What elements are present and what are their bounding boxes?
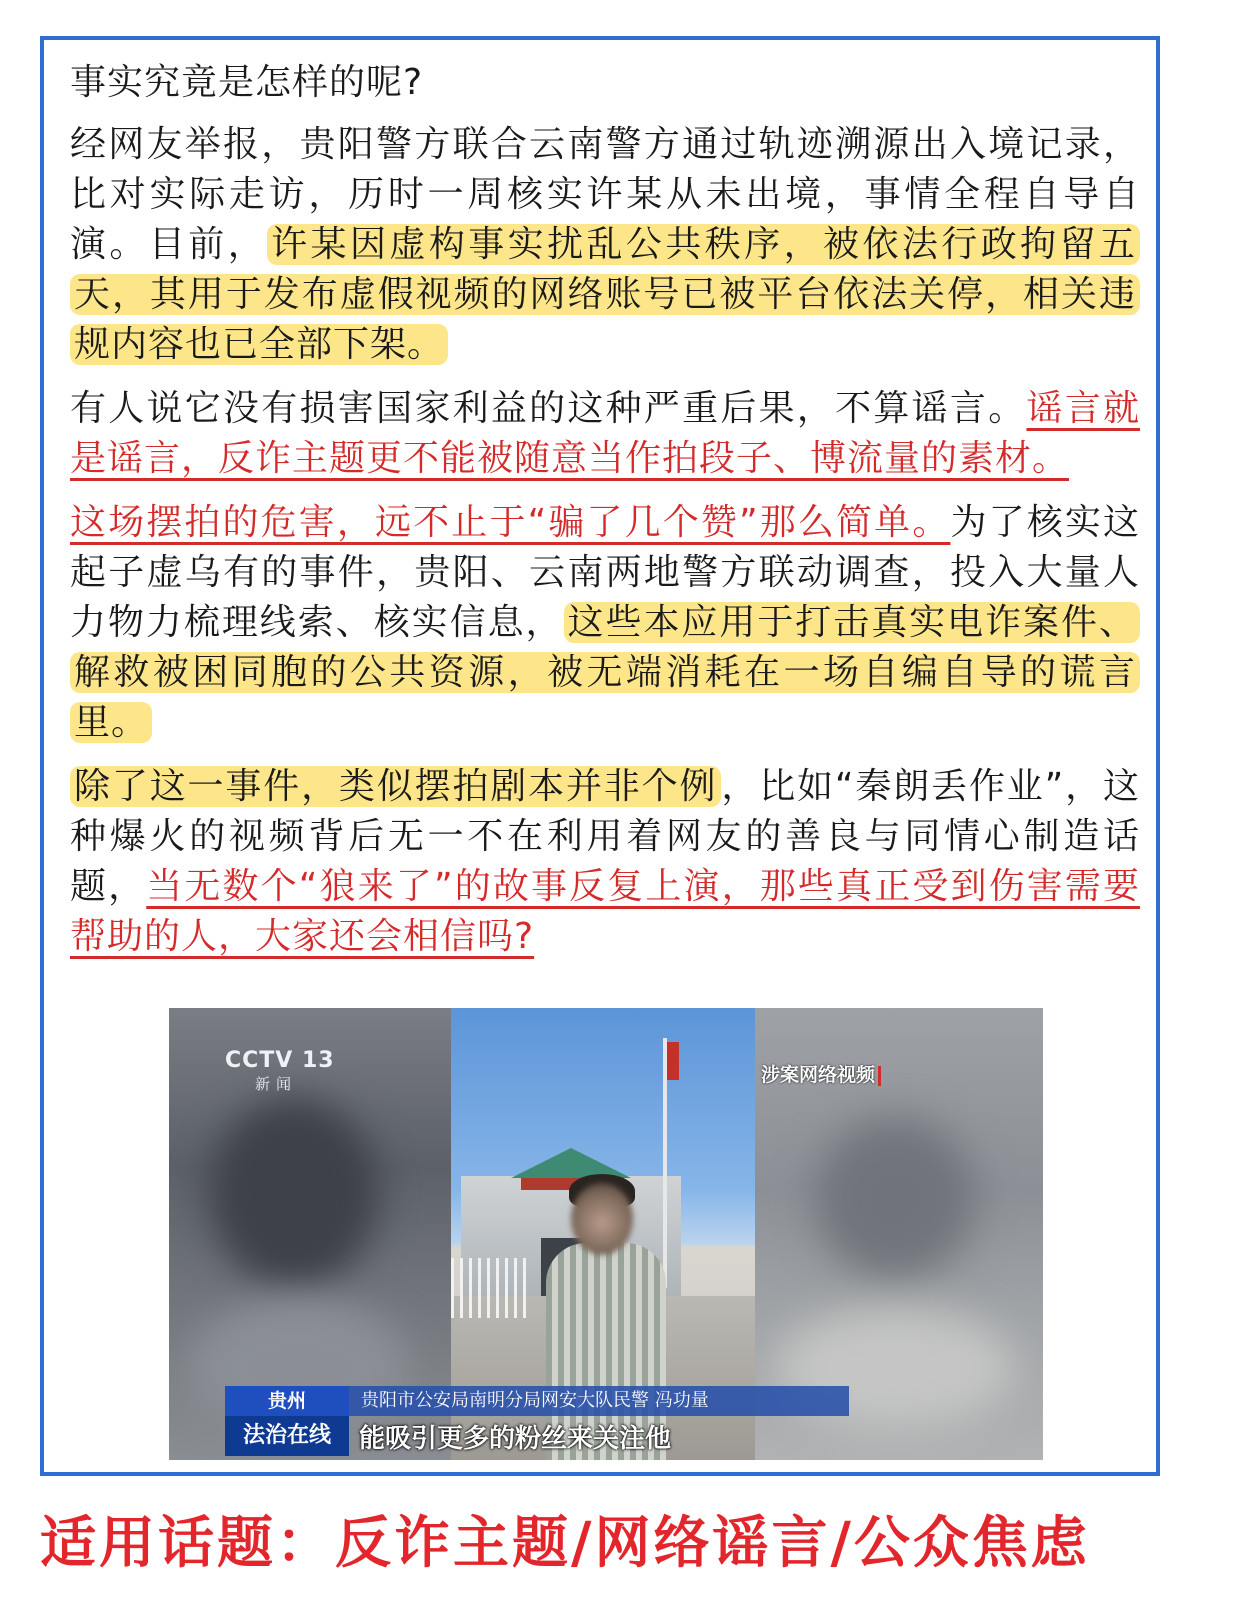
speaker-credit: 贵阳市公安局南明分局网安大队民警 冯功量 (349, 1386, 849, 1416)
text-segment: 为了核实这起子虚乌有的事件，贵阳、云南两地警方联动调查，投入大量人力物力梳理线索、核实信息， (70, 502, 1140, 643)
text-segment: 经网友举报，贵阳警方联合云南警方通过轨迹溯源出入境记录，比对实际走访，历时一周核实许某从未出境，事情全程自导自演。目前， (70, 124, 1140, 265)
highlighted-text: 除了这一事件，类似摆拍剧本并非个例 (70, 766, 721, 807)
paragraph-question (70, 58, 1140, 108)
paragraph-other-cases (70, 762, 1140, 962)
red-underlined-text: 谣言就是谣言，反诈主题更不能被随意当作拍段子、博流量的素材。 (70, 388, 1140, 479)
red-underlined-text: 当无数个“狼来了”的故事反复上演，那些真正受到伤害需要帮助的人，大家还会相信吗? (70, 866, 1140, 957)
text-segment: ，比如“秦朗丢作业”，这种爆火的视频背后无一不在利用着网友的善良与同情心制造话题， (70, 766, 1140, 907)
location-label: 贵州 (225, 1386, 349, 1416)
channel-sub: 新闻 (255, 1075, 298, 1093)
video-tag (761, 1060, 881, 1087)
highlighted-text: 这些本应用于打击真实电诈案件、解救被困同胞的公共资源，被无端消耗在一场自编自导的谎言里。 (70, 602, 1140, 743)
red-underlined-text: 这场摆拍的危害，远不止于“骗了几个赞”那么简单。 (70, 502, 951, 543)
cctv-logo (225, 1048, 335, 1094)
paragraph-rumor (70, 384, 1140, 484)
news-video-still[interactable] (169, 1008, 1043, 1460)
program-name: 法治在线 (225, 1416, 349, 1456)
text-segment: 有人说它没有损害国家利益的这种严重后果，不算谣言。 (70, 388, 1027, 429)
channel-logo: CCTV 13 (225, 1048, 335, 1073)
subtitle-caption: 能吸引更多的粉丝来关注他 (359, 1424, 672, 1454)
paragraph-harm (70, 498, 1140, 748)
building-roof (511, 1148, 631, 1178)
fence (451, 1258, 531, 1318)
tag-bar-icon (878, 1066, 881, 1086)
tag-label: 涉案网络视频 (760, 1064, 875, 1086)
blurred-face (571, 1183, 633, 1255)
topic-footer: 适用话题：反诈主题/网络谣言/公众焦虑 (40, 1511, 1090, 1576)
highlighted-text: 许某因虚构事实扰乱公共秩序，被依法行政拘留五天，其用于发布虚假视频的网络账号已被平台依法关停，相关违规内容也已全部下架。 (70, 224, 1140, 365)
article-body (70, 58, 1140, 976)
text-segment: 事实究竟是怎样的呢? (70, 62, 424, 103)
paragraph-police-report (70, 120, 1140, 370)
flag-icon (667, 1042, 679, 1080)
article-frame (40, 36, 1160, 1476)
lower-third (225, 1386, 845, 1460)
